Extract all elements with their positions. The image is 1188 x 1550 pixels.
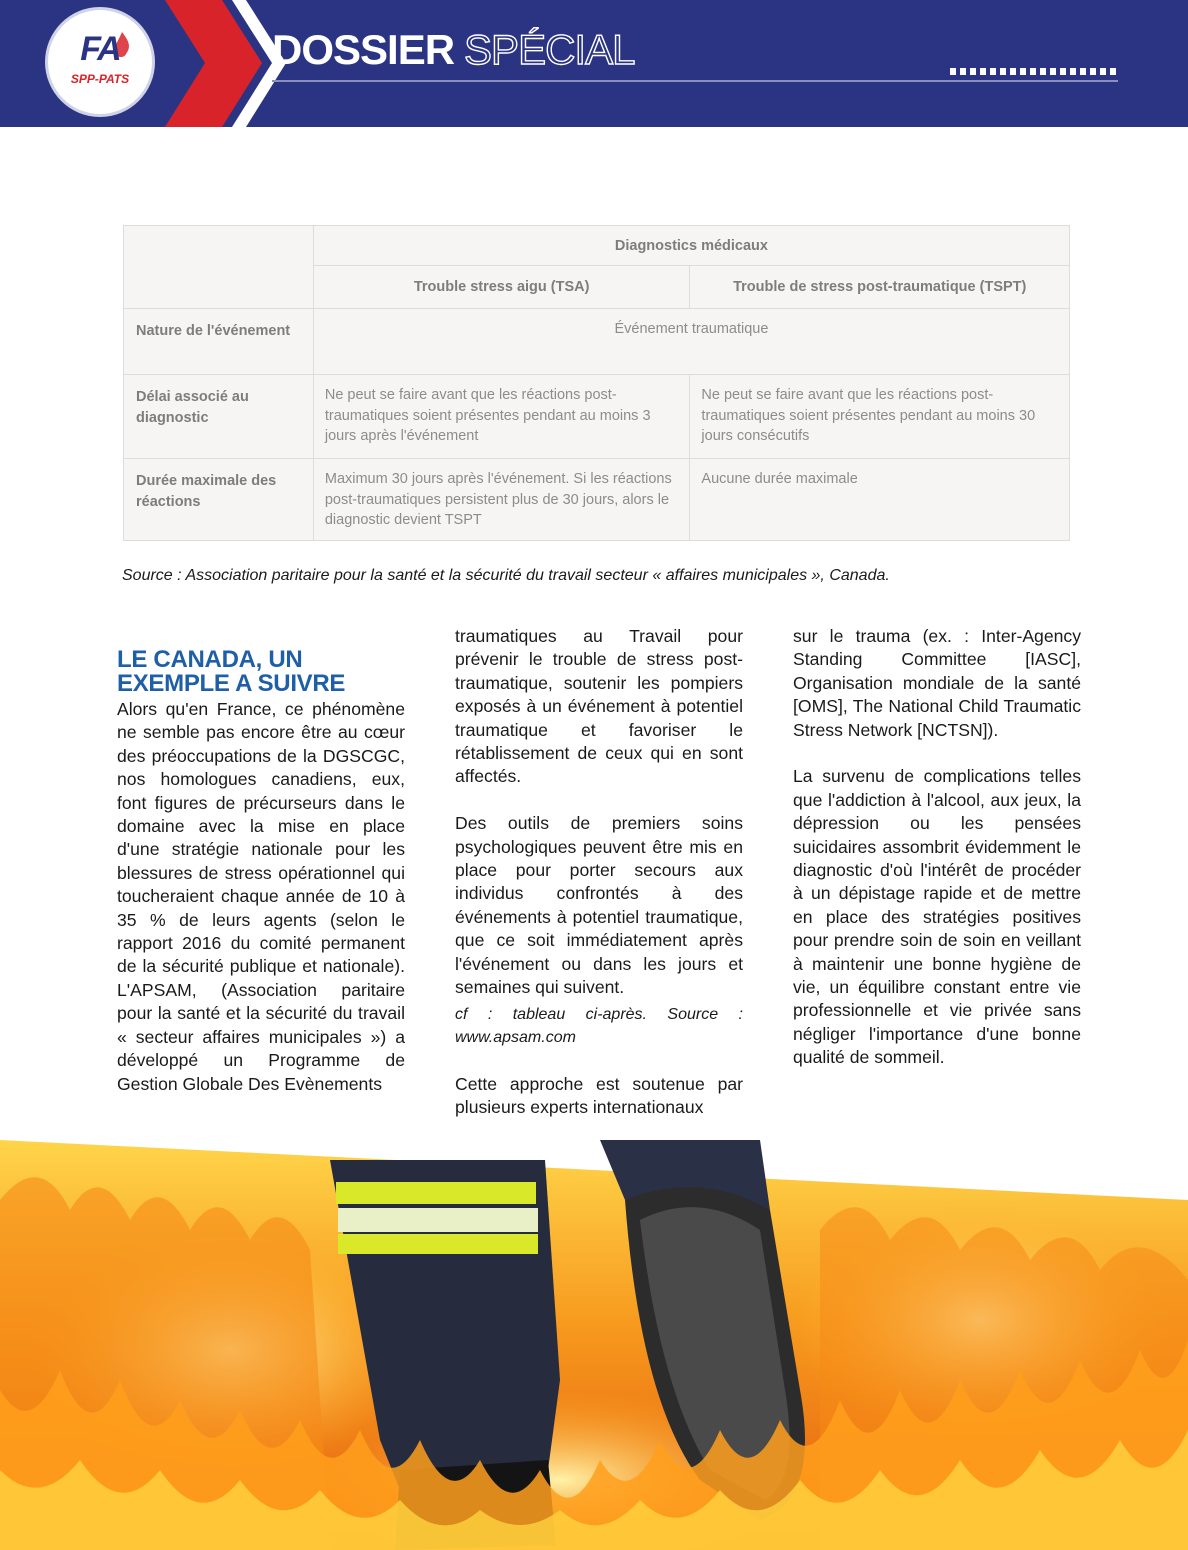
table-cell: Aucune durée maximale	[690, 459, 1070, 541]
paragraph: Cette approche est soutenue par plusieurs experts internationaux	[455, 1073, 743, 1118]
diagnostics-table	[123, 225, 1070, 541]
row-label: Délai associé au diagnostic	[124, 375, 314, 459]
table-corner-cell	[124, 226, 314, 309]
title-bold: DOSSIER	[272, 26, 455, 73]
row-label: Durée maximale des réactions	[124, 459, 314, 541]
title-underline	[272, 80, 1118, 82]
table-super-header: Diagnostics médicaux	[313, 226, 1069, 266]
table-cell: Ne peut se faire avant que les réactions post-traumatiques soient présentes pendant au moins 30 jours consécutifs	[690, 375, 1070, 459]
article-heading: LE CANADA, UN EXEMPLE A SUIVRE	[117, 646, 346, 697]
dotted-decoration	[950, 68, 1118, 75]
table-cell: Ne peut se faire avant que les réactions post-traumatiques soient présentes pendant au moins 3 jours après l'événement	[313, 375, 690, 459]
fa-spp-pats-logo	[48, 10, 152, 114]
table-row	[124, 459, 1070, 541]
article-column-2	[455, 625, 743, 1120]
logo-text: FA	[80, 30, 120, 68]
firefighter-boots-flames-photo	[0, 1140, 1188, 1550]
paragraph: traumatiques au Travail pour prévenir le trouble de stress post-traumatique, soutenir les pompiers exposés à un événement à potentiel traumatique et favoriser le rétablissement de ceux qui en sont affectés.	[455, 626, 743, 787]
article-column-3	[793, 625, 1081, 1070]
table-cell: Événement traumatique	[313, 309, 1069, 375]
paragraph: sur le trauma (ex. : Inter-Agency Standing Committee [IASC], Organisation mondiale de la santé [OMS], The National Child Traumatic Stress Network [NCTSN]).	[793, 626, 1081, 740]
column-header-tspt: Trouble de stress post-traumatique (TSPT)	[690, 266, 1070, 309]
paragraph: Des outils de premiers soins psychologiques peuvent être mis en place pour porter secours aux individus confrontés à des événements à potentiel traumatique, que ce soit immédiatement après l'événement ou dans les jours et semaines qui suivent.	[455, 813, 743, 998]
section-title	[272, 26, 634, 74]
title-outline: SPÉCIAL	[464, 26, 635, 73]
table-cell: Maximum 30 jours après l'événement. Si les réactions post-traumatiques persistent plus de 30 jours, alors le diagnostic devient TSPT	[313, 459, 690, 541]
page-header	[0, 0, 1188, 127]
table-row	[124, 375, 1070, 459]
table-row	[124, 309, 1070, 375]
article-column-1	[117, 648, 405, 1096]
table-source-caption: Source : Association paritaire pour la santé et la sécurité du travail secteur « affaires municipales », Canada.	[122, 567, 890, 584]
logo-subtext: SPP-PATS	[70, 72, 130, 86]
column-header-tsa: Trouble stress aigu (TSA)	[313, 266, 690, 309]
reference-note: cf : tableau ci-après. Source : www.apsam.com	[455, 1006, 743, 1047]
paragraph: La survenu de complications telles que l'addiction à l'alcool, aux jeux, la dépression ou les pensées suicidaires assombrit évidemment le diagnostic d'où l'intérêt de procéder à un dépistage rapide et de mettre en place des stratégies positives pour prendre soin de soin en veillant à maintenir une bonne hygiène de vie, un équilibre constant entre vie professionnelle et vie privée sans négliger l'importance d'une bonne qualité de sommeil.	[793, 766, 1081, 1068]
paragraph: Alors qu'en France, ce phénomène ne semble pas encore être au cœur des préoccupations de la DGSCGC, nos homologues canadiens, eux, font figures de précurseurs dans le domaine avec la mise en place d'une stratégie nationale pour les blessures de stress opérationnel qui toucheraient chaque année de 10 à 35 % de leurs agents (selon le rapport 2016 du comité permanent de la sécurité publique et nationale). L'APSAM, (Association paritaire pour la santé et la sécurité du travail « secteur affaires municipales ») a développé un Programme de Gestion Globale Des Evènements	[117, 699, 405, 1094]
row-label: Nature de l'événement	[124, 309, 314, 375]
